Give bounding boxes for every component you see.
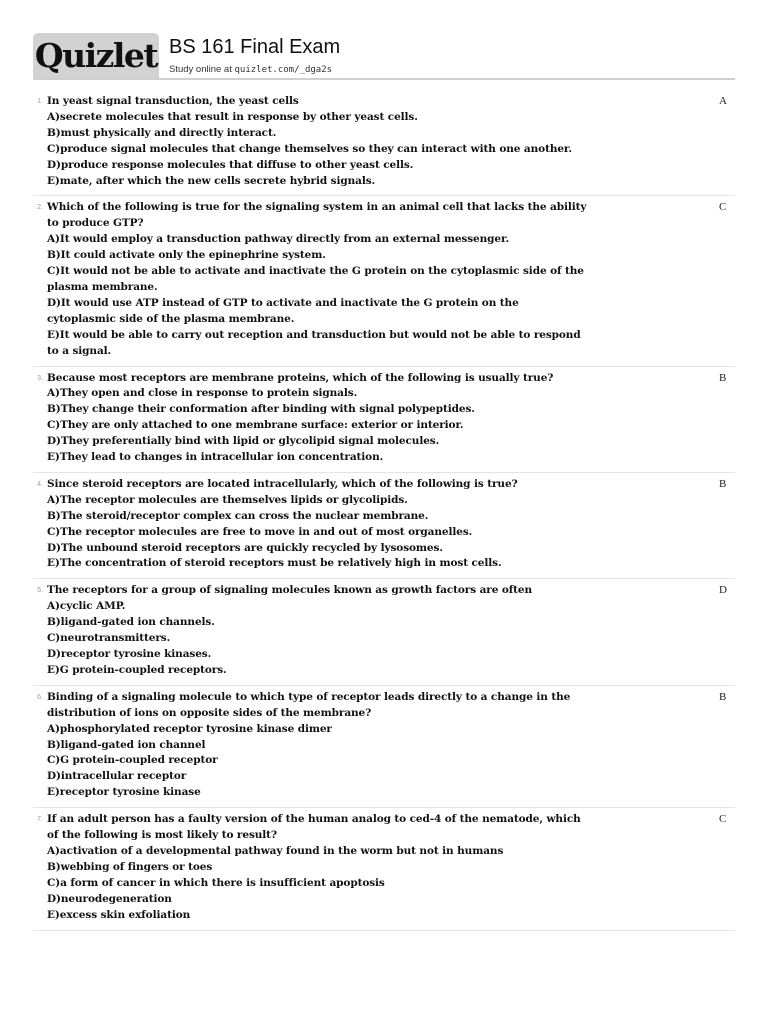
correct-answer: B [719, 477, 727, 490]
question-item [33, 367, 735, 473]
question-body [47, 94, 587, 189]
answer-option: B)must physically and directly interact. [47, 126, 277, 139]
answer-option: D)produce response molecules that diffuse to other yeast cells. [47, 158, 414, 171]
answer-option: C)neurotransmitters. [47, 632, 171, 645]
answer-option: C)They are only attached to one membrane surface: exterior or interior. [47, 419, 464, 432]
answer-option: A)phosphorylated receptor tyrosine kinase dimer [47, 722, 332, 735]
correct-answer: C [719, 201, 727, 214]
question-number: 5. [37, 587, 43, 595]
quizlet-logo[interactable]: Quizlet [33, 33, 159, 79]
question-number: 6. [37, 693, 43, 701]
question-item [33, 686, 735, 808]
answer-option: D)neurodegeneration [47, 892, 172, 905]
question-body [47, 371, 587, 466]
answer-option: E)It would be able to carry out reception and transduction but would not be able to respond to a signal. [47, 328, 581, 357]
question-text: The receptors for a group of signaling molecules known as growth factors are often [47, 584, 533, 597]
answer-option: E)They lead to changes in intracellular ion concentration. [47, 451, 384, 464]
question-text: In yeast signal transduction, the yeast cells [47, 95, 299, 107]
question-body [47, 200, 587, 359]
answer-option: C)It would not be able to activate and inactivate the G protein on the cytoplasmic side of the plasma membrane. [47, 265, 584, 293]
question-text: Which of the following is true for the signaling system in an animal cell that lacks the ability to produce GTP? [47, 201, 587, 230]
answer-option: E)mate, after which the new cells secrete hybrid signals. [47, 174, 376, 187]
question-item [33, 196, 735, 366]
subtitle-prefix: Study online at [169, 64, 235, 75]
answer-option: D)receptor tyrosine kinases. [47, 648, 212, 660]
question-text: Because most receptors are membrane proteins, which of the following is usually true? [47, 371, 554, 384]
question-list [33, 92, 735, 931]
correct-answer: B [719, 371, 727, 384]
answer-option: B)It could activate only the epinephrine system. [47, 249, 326, 262]
answer-option: B)They change their conformation after binding with signal polypeptides. [47, 403, 475, 416]
answer-option: D)intracellular receptor [47, 770, 187, 783]
answer-option: B)The steroid/receptor complex can cross the nuclear membrane. [47, 509, 429, 522]
question-number: 2. [37, 204, 43, 212]
question-text: Binding of a signaling molecule to which type of receptor leads directly to a change in the distribution of ions on opposite sides of the membrane? [47, 690, 571, 719]
answer-option: D)They preferentially bind with lipid or glycolipid signal molecules. [47, 435, 440, 448]
answer-option: E)receptor tyrosine kinase [47, 786, 201, 799]
question-number: 4. [37, 480, 43, 488]
question-body [47, 690, 587, 801]
question-text: Since steroid receptors are located intracellularly, which of the following is true? [47, 477, 518, 490]
study-url-link[interactable]: quizlet.com/_dga2s [234, 65, 333, 75]
answer-option: D)The unbound steroid receptors are quickly recycled by lysosomes. [47, 541, 443, 554]
answer-option: B)ligand-gated ion channels. [47, 616, 215, 629]
answer-option: A)activation of a developmental pathway found in the worm but not in humans [47, 844, 504, 857]
question-item [33, 473, 735, 579]
answer-option: E)G protein-coupled receptors. [47, 663, 227, 676]
correct-answer: C [719, 813, 727, 826]
question-number: 1. [37, 98, 43, 105]
answer-option: C)G protein-coupled receptor [47, 754, 218, 767]
answer-option: A)cyclic AMP. [47, 600, 126, 613]
question-item [33, 808, 735, 930]
answer-option: B)ligand-gated ion channel [47, 738, 206, 751]
answer-option: C)a form of cancer in which there is insufficient apoptosis [47, 876, 385, 889]
answer-option: A)They open and close in response to protein signals. [47, 387, 358, 400]
question-body [47, 812, 587, 923]
header-divider [33, 78, 735, 80]
correct-answer: A [719, 95, 727, 107]
answer-option: E)The concentration of steroid receptors must be relatively high in most cells. [47, 557, 502, 570]
question-item [33, 92, 735, 196]
answer-option: E)excess skin exfoliation [47, 908, 191, 921]
study-online-line [169, 64, 332, 75]
question-number: 7. [37, 816, 43, 824]
answer-option: C)The receptor molecules are free to move in and out of most organelles. [47, 525, 473, 538]
question-body [47, 477, 587, 572]
page-header [33, 33, 735, 79]
correct-answer: B [719, 690, 727, 703]
correct-answer: D [719, 584, 727, 597]
question-number: 3. [37, 374, 43, 382]
answer-option: A)secrete molecules that result in response by other yeast cells. [47, 110, 418, 123]
question-item [33, 579, 735, 685]
question-text: If an adult person has a faulty version of the human analog to ced-4 of the nematode, which of the following is most likely to result? [47, 813, 581, 842]
page-title: BS 161 Final Exam [169, 36, 341, 58]
answer-option: A)The receptor molecules are themselves lipids or glycolipids. [47, 493, 408, 506]
answer-option: D)It would use ATP instead of GTP to activate and inactivate the G protein on the cytoplasmic side of the plasma membrane. [47, 296, 519, 325]
answer-option: A)It would employ a transduction pathway directly from an external messenger. [47, 233, 509, 246]
answer-option: B)webbing of fingers or toes [47, 860, 213, 873]
question-body [47, 583, 587, 678]
answer-option: C)produce signal molecules that change themselves so they can interact with one another. [47, 142, 572, 155]
